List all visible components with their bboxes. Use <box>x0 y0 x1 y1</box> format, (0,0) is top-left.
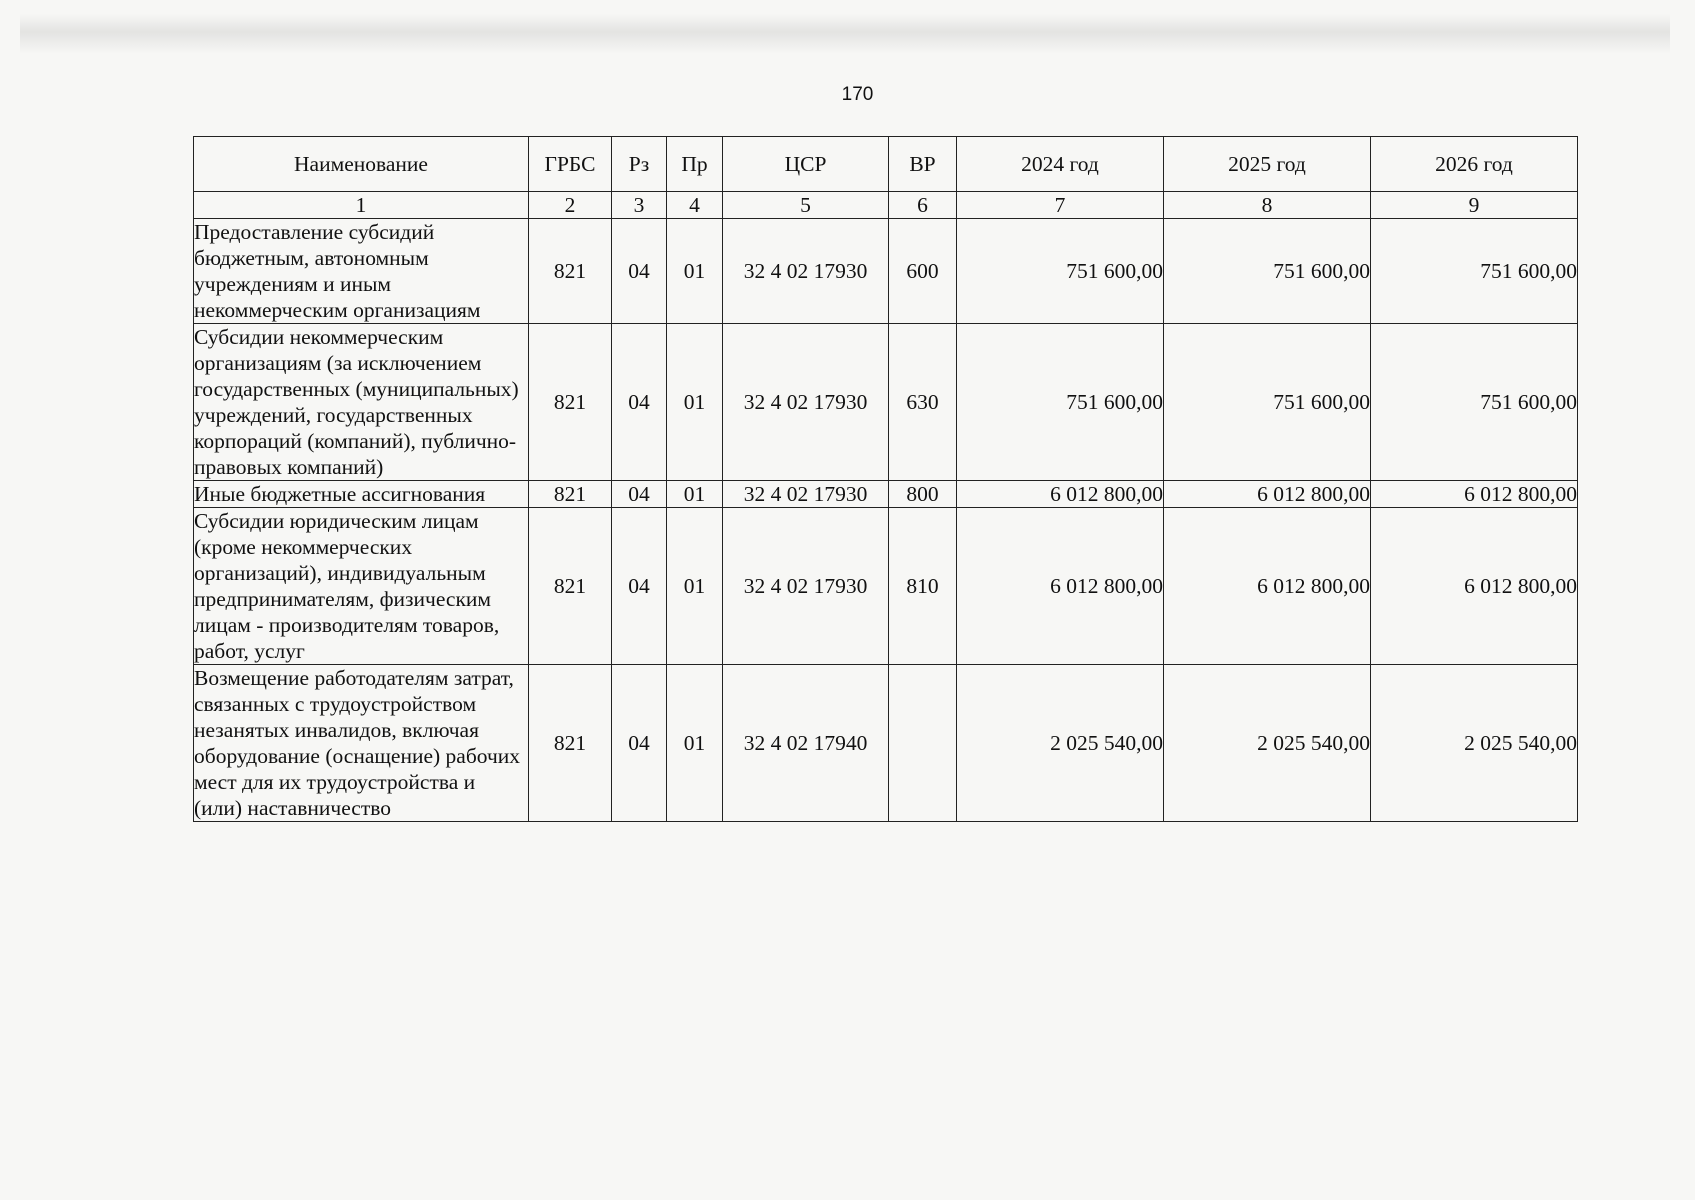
table-row <box>194 665 1578 822</box>
row-grbs: 821 <box>529 481 612 508</box>
row-vr: 800 <box>889 481 957 508</box>
header-row <box>194 137 1578 192</box>
row-grbs: 821 <box>529 665 612 822</box>
column-number: 5 <box>723 192 889 219</box>
row-name: Субсидии юридическим лицам (кроме некоммерческих организаций), индивидуальным предпринимателям, физическим лицам - производителям товаров, работ, услуг <box>194 508 529 665</box>
header-grbs: ГРБС <box>529 137 612 192</box>
row-vr: 630 <box>889 324 957 481</box>
row-amount-2026: 751 600,00 <box>1371 219 1578 324</box>
row-csr: 32 4 02 17930 <box>723 508 889 665</box>
row-amount-2024: 6 012 800,00 <box>957 508 1164 665</box>
header-name: Наименование <box>194 137 529 192</box>
row-amount-2024: 6 012 800,00 <box>957 481 1164 508</box>
column-number: 8 <box>1164 192 1371 219</box>
row-csr: 32 4 02 17930 <box>723 324 889 481</box>
row-amount-2025: 6 012 800,00 <box>1164 481 1371 508</box>
row-amount-2026: 2 025 540,00 <box>1371 665 1578 822</box>
header-2025: 2025 год <box>1164 137 1371 192</box>
row-pr: 01 <box>667 665 723 822</box>
column-number: 1 <box>194 192 529 219</box>
row-vr <box>889 665 957 822</box>
scan-artifact-band <box>20 14 1670 54</box>
column-number: 4 <box>667 192 723 219</box>
header-vr: ВР <box>889 137 957 192</box>
row-grbs: 821 <box>529 324 612 481</box>
column-number-row <box>194 192 1578 219</box>
row-rz: 04 <box>612 665 667 822</box>
row-name: Иные бюджетные ассигнования <box>194 481 529 508</box>
column-number: 7 <box>957 192 1164 219</box>
column-number: 2 <box>529 192 612 219</box>
row-amount-2025: 751 600,00 <box>1164 324 1371 481</box>
row-rz: 04 <box>612 324 667 481</box>
row-name: Субсидии некоммерческим организациям (за исключением государственных (муниципальных) учреждений, государственных корпораций (компаний), публично-правовых компаний) <box>194 324 529 481</box>
row-amount-2024: 751 600,00 <box>957 219 1164 324</box>
column-number: 9 <box>1371 192 1578 219</box>
row-name: Возмещение работодателям затрат, связанных с трудоустройством незанятых инвалидов, включая оборудование (оснащение) рабочих мест для их трудоустройства и (или) наставничество <box>194 665 529 822</box>
row-amount-2024: 2 025 540,00 <box>957 665 1164 822</box>
row-vr: 600 <box>889 219 957 324</box>
row-amount-2024: 751 600,00 <box>957 324 1164 481</box>
row-amount-2026: 6 012 800,00 <box>1371 508 1578 665</box>
header-pr: Пр <box>667 137 723 192</box>
table-row <box>194 481 1578 508</box>
table-row <box>194 219 1578 324</box>
row-grbs: 821 <box>529 508 612 665</box>
row-amount-2025: 2 025 540,00 <box>1164 665 1371 822</box>
row-grbs: 821 <box>529 219 612 324</box>
row-rz: 04 <box>612 508 667 665</box>
row-amount-2025: 6 012 800,00 <box>1164 508 1371 665</box>
header-rz: Рз <box>612 137 667 192</box>
row-name: Предоставление субсидий бюджетным, автономным учреждениям и иным некоммерческим организациям <box>194 219 529 324</box>
row-amount-2025: 751 600,00 <box>1164 219 1371 324</box>
row-csr: 32 4 02 17930 <box>723 481 889 508</box>
row-vr: 810 <box>889 508 957 665</box>
column-number: 3 <box>612 192 667 219</box>
header-2024: 2024 год <box>957 137 1164 192</box>
row-pr: 01 <box>667 219 723 324</box>
page-number: 170 <box>841 84 874 105</box>
header-csr: ЦСР <box>723 137 889 192</box>
row-rz: 04 <box>612 219 667 324</box>
table-row <box>194 508 1578 665</box>
row-pr: 01 <box>667 508 723 665</box>
row-amount-2026: 751 600,00 <box>1371 324 1578 481</box>
row-amount-2026: 6 012 800,00 <box>1371 481 1578 508</box>
row-pr: 01 <box>667 481 723 508</box>
budget-table <box>193 136 1578 822</box>
row-rz: 04 <box>612 481 667 508</box>
column-number: 6 <box>889 192 957 219</box>
row-pr: 01 <box>667 324 723 481</box>
header-2026: 2026 год <box>1371 137 1578 192</box>
row-csr: 32 4 02 17940 <box>723 665 889 822</box>
table-row <box>194 324 1578 481</box>
row-csr: 32 4 02 17930 <box>723 219 889 324</box>
